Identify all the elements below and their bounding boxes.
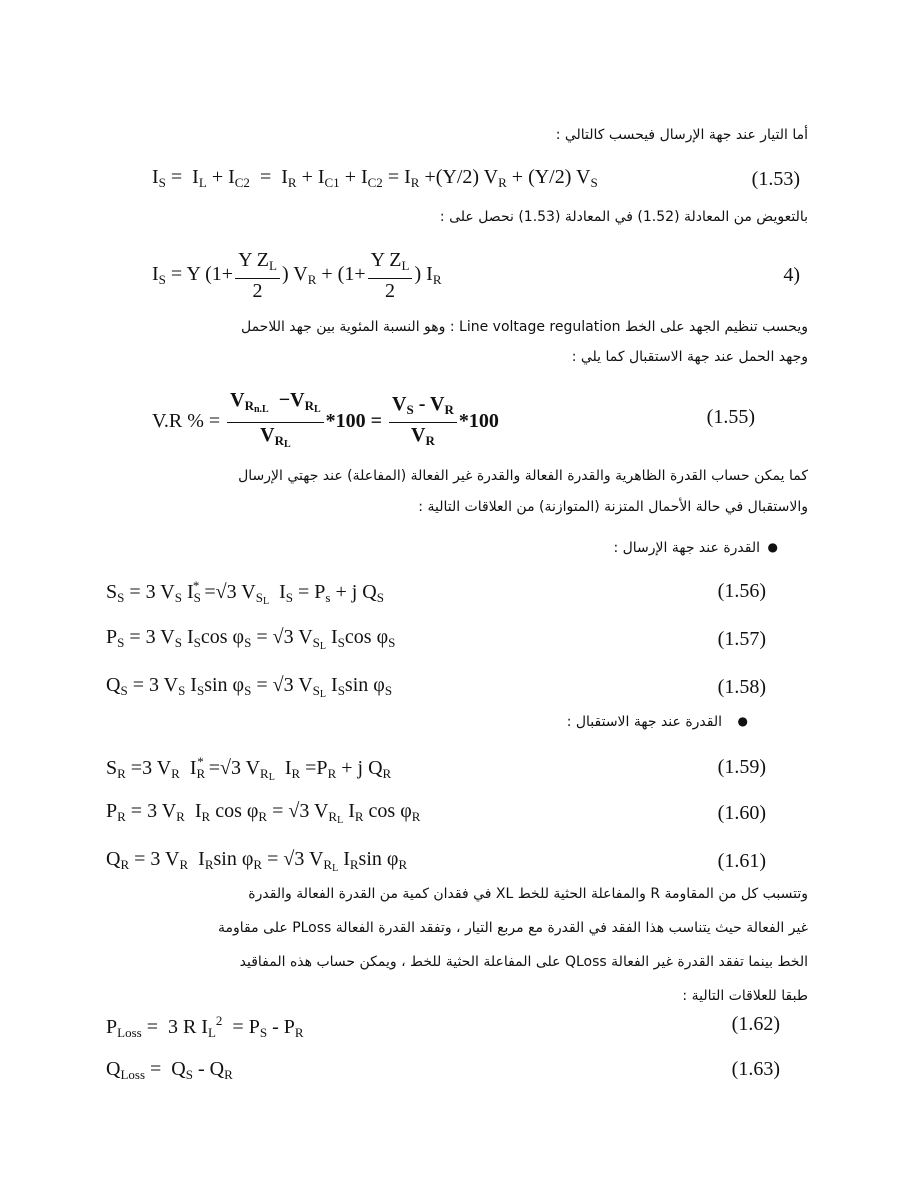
equation-number-1-59: (1.59) <box>717 756 766 778</box>
equation-number-1-62: (1.62) <box>731 1013 780 1035</box>
equation-1-58: $Q_S = 3$ $V_S$ $I_S\sin$ $\varphi_S = √3$ $V_{SL}$ $I_S\sin$ $\varphi_S$ <box>106 674 393 700</box>
equation-1-53: $I_S = I_L + I_{C2} = I_R + I_{C1} + I_{C2} = I_R +(Y/2) V_R + (Y/2)$ $V_S$ <box>152 166 598 190</box>
paragraph-substitution: بالتعويض من المعادلة (1.52) في المعادلة (1.53) نحصل على : <box>439 209 808 225</box>
equation-number-1-53: (1.53) <box>751 168 800 190</box>
equation-number-4: 4) <box>783 264 800 286</box>
bullet-dot-icon: ● <box>767 540 778 554</box>
equation-number-1-56: (1.56) <box>717 580 766 602</box>
equation-number-1-58: (1.58) <box>717 676 766 698</box>
paragraph-losses-3: الخط بينما تفقد القدرة غير الفعالة QLoss على المفاعلة الحثية للخط ، ويمكن حساب هذه المفاقيد <box>239 954 808 970</box>
equation-number-1-63: (1.63) <box>731 1058 780 1080</box>
paragraph-losses-4: طبقا للعلاقات التالية : <box>682 988 808 1004</box>
equation-1-61: $Q_R = 3$ $V_R$ $I_R\sin$ $\varphi_R = √3$ $V_{RL}$ $I_R\sin$ $\varphi_R$ <box>106 848 408 874</box>
equation-1-63: $Q_{Loss} = Q_S - Q_R$ <box>106 1058 233 1082</box>
paragraph-losses-1: وتتسبب كل من المقاومة R والمفاعلة الحثية للخط XL في فقدان كمية من القدرة الفعالة والقدرة <box>248 886 808 902</box>
paragraph-sending-current: أما التيار عند جهة الإرسال فيحسب كالتالي : <box>555 127 808 143</box>
equation-1-60: $P_R = 3$ $V_R$ $I_R$ $\cos \varphi_R = √3$ $V_{RL}$ $I_R$ $\cos \varphi_R$ <box>106 800 421 826</box>
equation-1-59: $S_R =3$ $V_R$ $I_R^* =√3$ $V_{RL}$ $I_R =P_R + j$ $Q_R$ <box>106 754 392 783</box>
paragraph-power-1: كما يمكن حساب القدرة الظاهرية والقدرة الفعالة والقدرة غير الفعالة (المفاعلة) عند جهتي الإرسال <box>238 468 808 484</box>
equation-1-56: $S_S = 3$ $V_S$ $I_S^* =√3$ $V_{SL}$ $I_S = P_s + j$ $Q_S$ <box>106 578 384 607</box>
paragraph-voltage-regulation-2: وجهد الحمل عند جهة الاستقبال كما يلي : <box>571 349 808 365</box>
bullet-dot-icon: ● <box>737 714 748 728</box>
paragraph-power-2: والاستقبال في حالة الأحمال المتزنة (المتوازنة) من العلاقات التالية : <box>418 499 808 515</box>
paragraph-losses-2: غير الفعالة حيث يتناسب هذا الفقد في القدرة مع مربع التيار ، وتفقد القدرة الفعالة PLoss على مقاومة <box>218 920 808 936</box>
equation-1-55: V.R % = $\frac{V_{Rn.L} -V_{RL}}{V_{RL}}$ *100 = $\frac{V_S - V_R}{V_R}$ *100 <box>152 389 499 450</box>
equation-number-1-60: (1.60) <box>717 802 766 824</box>
equation-1-57: $P_S = 3$ $V_S$ $I_S\cos$ $\varphi_S = √3$ $V_{SL}$ $I_S\cos$ $\varphi_S$ <box>106 626 396 652</box>
bullet-sending-power: القدرة عند جهة الإرسال : <box>613 540 760 556</box>
equation-number-1-57: (1.57) <box>717 628 766 650</box>
equation-number-1-55: (1.55) <box>706 406 755 428</box>
equation-1-62: $P_{Loss} = 3$ R $I_L^2 = P_S - P_R$ <box>106 1013 304 1040</box>
bullet-receiving-power: القدرة عند جهة الاستقبال : <box>566 714 722 730</box>
equation-4: $I_S = Y$ (1+ $\frac{Y Z_L}{2}$ ) $V_R + (1+$ $\frac{Y Z_L}{2}$ ) $I_R$ <box>152 249 442 302</box>
paragraph-voltage-regulation-1: ويحسب تنظيم الجهد على الخط Line voltage regulation : وهو النسبة المئوية بين جهد اللاحمل <box>240 319 808 335</box>
equation-number-1-61: (1.61) <box>717 850 766 872</box>
